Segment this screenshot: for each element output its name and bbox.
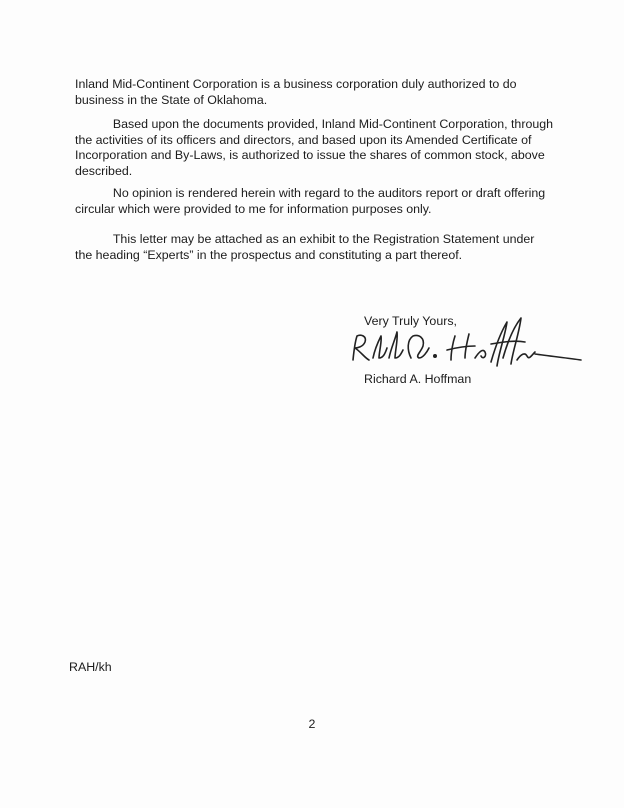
paragraph-exhibit: This letter may be attached as an exhibit to the Registration Statement under the heading “Experts” in the prospectus and constituting a part thereof. xyxy=(75,232,535,262)
reference-initials: RAH/kh xyxy=(69,660,112,674)
closing-salutation: Very Truly Yours, xyxy=(364,314,457,328)
paragraph-stock-issuance: Based upon the documents provided, Inland Mid-Continent Corporation, through the activities of its officers and directors, and based upon its Amended Certificate of Incorporation and By-Laws, is authorized to issue the shares of common stock, above described. xyxy=(75,117,554,178)
page-number: 2 xyxy=(308,717,316,731)
paragraph-authorization: Inland Mid-Continent Corporation is a business corporation duly authorized to do business in the State of Oklahoma. xyxy=(75,77,517,107)
signer-name: Richard A. Hoffman xyxy=(364,372,472,386)
handwritten-signature xyxy=(345,312,585,376)
paragraph-no-opinion: No opinion is rendered herein with regard to the auditors report or draft offering circular which were provided to me for information purposes only. xyxy=(75,186,546,216)
